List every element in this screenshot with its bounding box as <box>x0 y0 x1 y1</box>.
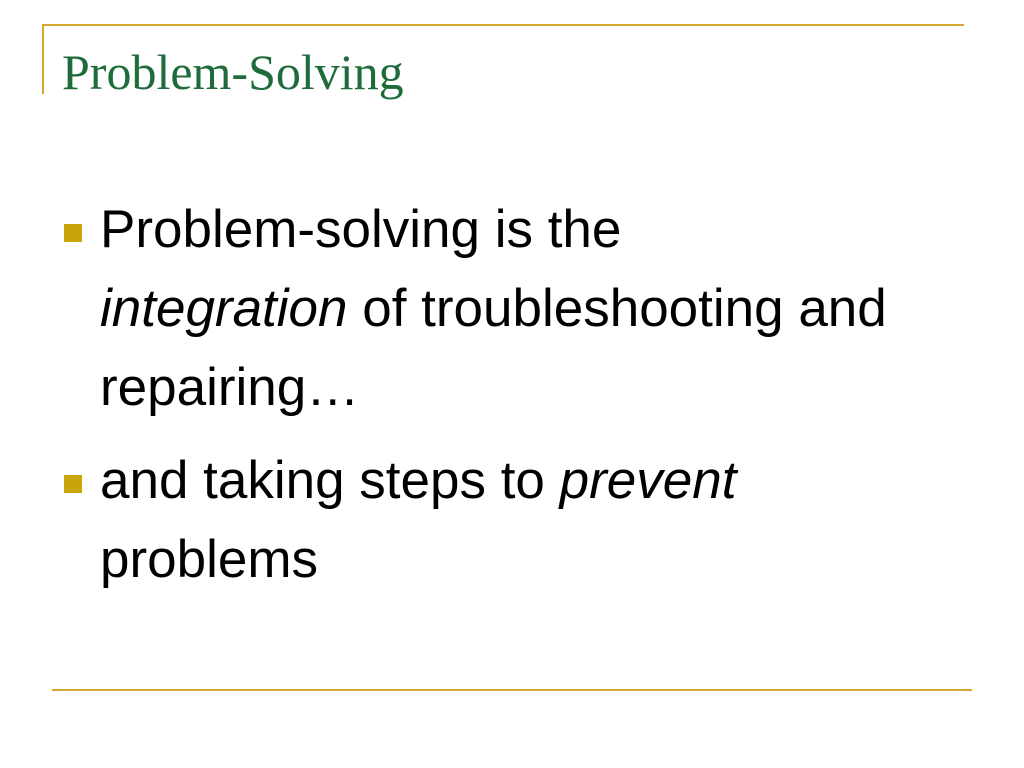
bullet-list <box>64 190 974 613</box>
bullet-item-prevent <box>64 441 974 599</box>
top-divider <box>42 24 964 26</box>
bullet-text: Problem-solving is the <box>100 200 622 259</box>
square-bullet-icon <box>64 224 82 242</box>
slide-title: Problem-Solving <box>62 44 404 100</box>
left-divider <box>42 24 44 94</box>
bullet-text: problems <box>100 530 318 589</box>
emphasis-text: integration <box>100 279 348 338</box>
square-bullet-icon <box>64 475 82 493</box>
bullet-item-integration <box>64 190 974 427</box>
bottom-divider <box>52 689 972 691</box>
bullet-text: of troubleshooting and repairing… <box>100 279 887 417</box>
bullet-text: and taking steps to <box>100 451 560 510</box>
emphasis-text: prevent <box>559 451 737 510</box>
